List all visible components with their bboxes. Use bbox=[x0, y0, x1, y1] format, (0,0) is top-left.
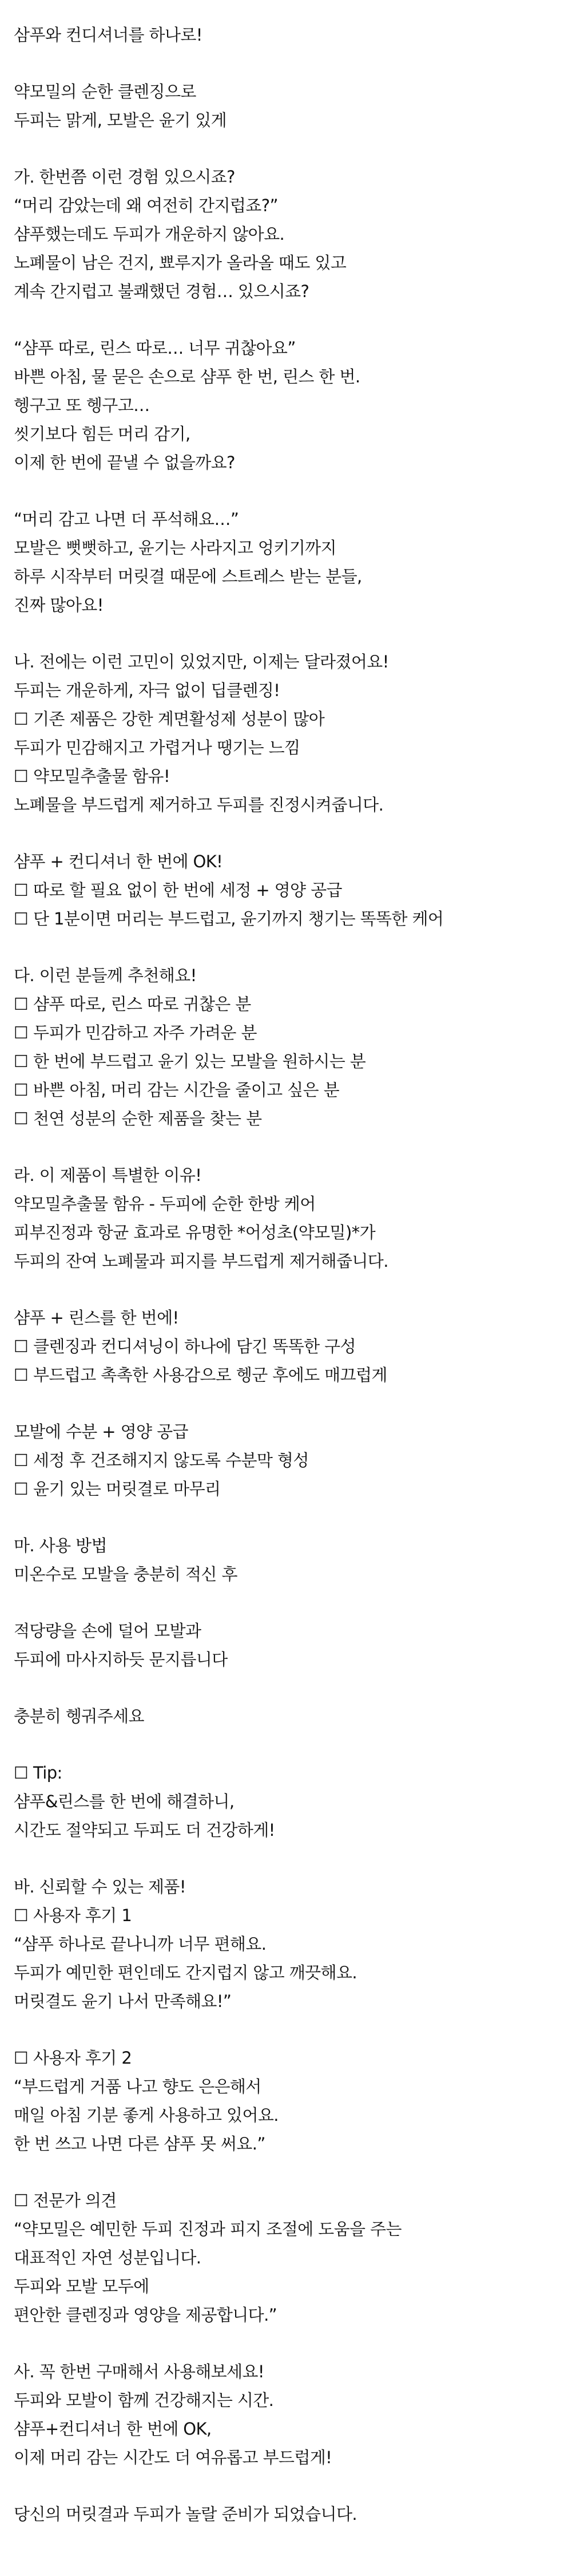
text-line: 나. 전에는 이런 고민이 있었지만, 이제는 달라졌어요! bbox=[14, 652, 389, 671]
text-line: 두피의 잔여 노폐물과 피지를 부드럽게 제거해줍니다. bbox=[14, 1251, 388, 1271]
text-line: 두피는 맑게, 모발은 윤기 있게 bbox=[14, 110, 227, 130]
paragraph-gap bbox=[14, 1674, 572, 1702]
text-line: 모발은 뻣뻣하고, 윤기는 사라지고 엉키기까지 bbox=[14, 538, 336, 558]
text-line: “샴푸 하나로 끝나니까 너무 편해요. bbox=[14, 1934, 267, 1954]
text-line: ☐ 전문가 의견 bbox=[14, 2191, 117, 2210]
text-line: 바쁜 아침, 물 묻은 손으로 샴푸 한 번, 린스 한 번. bbox=[14, 367, 360, 386]
text-line: 샴푸했는데도 두피가 개운하지 않아요. bbox=[14, 224, 285, 244]
text-line: “머리 감고 나면 더 푸석해요…” bbox=[14, 509, 239, 529]
page-title bbox=[14, 21, 572, 49]
text-line: ☐ 클렌징과 컨디셔닝이 하나에 담긴 똑똑한 구성 bbox=[14, 1337, 356, 1356]
paragraph-gap bbox=[14, 135, 572, 163]
text-line: “약모밀은 예민한 두피 진정과 피지 조절에 도움을 주는 bbox=[14, 2219, 402, 2239]
paragraph-gap bbox=[14, 2329, 572, 2357]
text-line: 하루 시작부터 머릿결 때문에 스트레스 받는 분들, bbox=[14, 567, 362, 586]
text-line: ☐ 약모밀추출물 함유! bbox=[14, 767, 170, 786]
text-line: ☐ 두피가 민감하고 자주 가려운 분 bbox=[14, 1023, 257, 1042]
text-line: 바. 신뢰할 수 있는 제품! bbox=[14, 1877, 186, 1897]
paragraph-gap bbox=[14, 1730, 572, 1759]
text-line: 편안한 클렌징과 영양을 제공합니다.” bbox=[14, 2305, 277, 2325]
text-line: 노폐물을 부드럽게 제거하고 두피를 진정시켜줍니다. bbox=[14, 795, 384, 815]
text-line: ☐ 바쁜 아침, 머리 감는 시간을 줄이고 싶은 분 bbox=[14, 1080, 340, 1100]
paragraph-gap bbox=[14, 1844, 572, 1872]
text-line: 헹구고 또 헹구고… bbox=[14, 396, 150, 415]
paragraph-gap bbox=[14, 1589, 572, 1617]
text-line: 이제 머리 감는 시간도 더 여유롭고 부드럽게! bbox=[14, 2448, 332, 2467]
text-line: ☐ 따로 할 필요 없이 한 번에 세정 + 영양 공급 bbox=[14, 880, 342, 900]
text-line: ☐ 부드럽고 촉촉한 사용감으로 헹군 후에도 매끄럽게 bbox=[14, 1365, 387, 1385]
paragraph-gap bbox=[14, 1275, 572, 1303]
text-line: 한 번 쓰고 나면 다른 샴푸 못 써요.” bbox=[14, 2134, 265, 2154]
text-line: 샴푸 + 린스를 한 번에! bbox=[14, 1308, 179, 1327]
paragraph-gap bbox=[14, 819, 572, 847]
text-line: 진짜 많아요! bbox=[14, 595, 104, 615]
paragraph-gap bbox=[14, 933, 572, 961]
paragraph-gap bbox=[14, 49, 572, 77]
paragraph-gap bbox=[14, 477, 572, 505]
text-line: 두피와 모발 모두에 bbox=[14, 2277, 149, 2296]
paragraph-gap bbox=[14, 2158, 572, 2186]
text-line: 씻기보다 힘든 머리 감기, bbox=[14, 424, 190, 444]
paragraph-gap bbox=[14, 2472, 572, 2500]
text-line: 라. 이 제품이 특별한 이유! bbox=[14, 1165, 202, 1185]
text-line: 약모밀의 순한 클렌징으로 bbox=[14, 82, 196, 101]
text-line: “머리 감았는데 왜 여전히 간지럽죠?” bbox=[14, 196, 278, 215]
text-line: 두피에 마사지하듯 문지릅니다 bbox=[14, 1650, 228, 1669]
text-line: 노폐물이 남은 건지, 뾰루지가 올라올 때도 있고 bbox=[14, 253, 347, 272]
paragraph-gap bbox=[14, 2016, 572, 2044]
text-line: 샴푸 + 컨디셔너 한 번에 OK! bbox=[14, 852, 223, 871]
text-line: 모발에 수분 + 영양 공급 bbox=[14, 1422, 188, 1441]
text-line: 이제 한 번에 끝낼 수 없을까요? bbox=[14, 453, 235, 472]
text-line: ☐ 사용자 후기 1 bbox=[14, 1906, 132, 1925]
text-line: 사. 꼭 한번 구매해서 사용해보세요! bbox=[14, 2362, 264, 2381]
text-line: 매일 아침 기분 좋게 사용하고 있어요. bbox=[14, 2105, 279, 2125]
text-line: 시간도 절약되고 두피도 더 건강하게! bbox=[14, 1820, 275, 1840]
text-line: 머릿결도 윤기 나서 만족해요!” bbox=[14, 1992, 232, 2011]
text-line: 두피가 예민한 편인데도 간지럽지 않고 깨끗해요. bbox=[14, 1963, 357, 1982]
text-line: 두피가 민감해지고 가렵거나 땡기는 느낌 bbox=[14, 738, 300, 757]
paragraph-gap bbox=[14, 1133, 572, 1161]
text-line: ☐ 단 1분이면 머리는 부드럽고, 윤기까지 챙기는 똑똑한 케어 bbox=[14, 909, 444, 929]
text-line: 두피와 모발이 함께 건강해지는 시간. bbox=[14, 2391, 274, 2410]
text-line: ☐ 윤기 있는 머릿결로 마무리 bbox=[14, 1479, 221, 1499]
text-line: 다. 이런 분들께 추천해요! bbox=[14, 966, 197, 985]
text-line: ☐ 사용자 후기 2 bbox=[14, 2048, 132, 2068]
text-line: 가. 한번쯤 이런 경험 있으시죠? bbox=[14, 167, 235, 187]
text-line: 당신의 머릿결과 두피가 놀랄 준비가 되었습니다. bbox=[14, 2504, 357, 2524]
text-line: “부드럽게 거품 나고 향도 은은해서 bbox=[14, 2077, 261, 2096]
text-line: 대표적인 자연 성분입니다. bbox=[14, 2248, 201, 2267]
paragraph-gap bbox=[14, 1503, 572, 1531]
text-line: ☐ 천연 성분의 순한 제품을 찾는 분 bbox=[14, 1109, 262, 1128]
paragraph-gap bbox=[14, 306, 572, 334]
text-line: 적당량을 손에 덜어 모발과 bbox=[14, 1621, 201, 1641]
text-line: 마. 사용 방법 bbox=[14, 1536, 107, 1555]
text-line: 샴푸&린스를 한 번에 해결하니, bbox=[14, 1792, 235, 1811]
text-line: ☐ 샴푸 따로, 린스 따로 귀찮은 분 bbox=[14, 994, 251, 1014]
description-text bbox=[14, 49, 572, 2528]
text-line: 샴푸+컨디셔너 한 번에 OK, bbox=[14, 2419, 212, 2439]
text-line: 피부진정과 항균 효과로 유명한 *어성초(약모밀)*가 bbox=[14, 1223, 375, 1242]
text-line: 미온수로 모발을 충분히 적신 후 bbox=[14, 1564, 237, 1584]
text-line: 계속 간지럽고 불쾌했던 경험… 있으시죠? bbox=[14, 282, 309, 301]
paragraph-gap bbox=[14, 1389, 572, 1417]
text-line: “샴푸 따로, 린스 따로… 너무 귀찮아요” bbox=[14, 338, 296, 358]
text-line: ☐ 세정 후 건조해지지 않도록 수분막 형성 bbox=[14, 1451, 309, 1470]
text-line: ☐ 한 번에 부드럽고 윤기 있는 모발을 원하시는 분 bbox=[14, 1052, 366, 1071]
text-line: 두피는 개운하게, 자극 없이 딥클렌징! bbox=[14, 681, 280, 700]
title-line: 삼푸와 컨디셔너를 하나로! bbox=[14, 25, 202, 45]
text-line: 충분히 헹궈주세요 bbox=[14, 1706, 144, 1726]
text-line: ☐ Tip: bbox=[14, 1763, 62, 1783]
text-line: ☐ 기존 제품은 강한 계면활성제 성분이 많아 bbox=[14, 709, 325, 729]
text-line: 약모밀추출물 함유 - 두피에 순한 한방 케어 bbox=[14, 1194, 316, 1214]
paragraph-gap bbox=[14, 619, 572, 647]
